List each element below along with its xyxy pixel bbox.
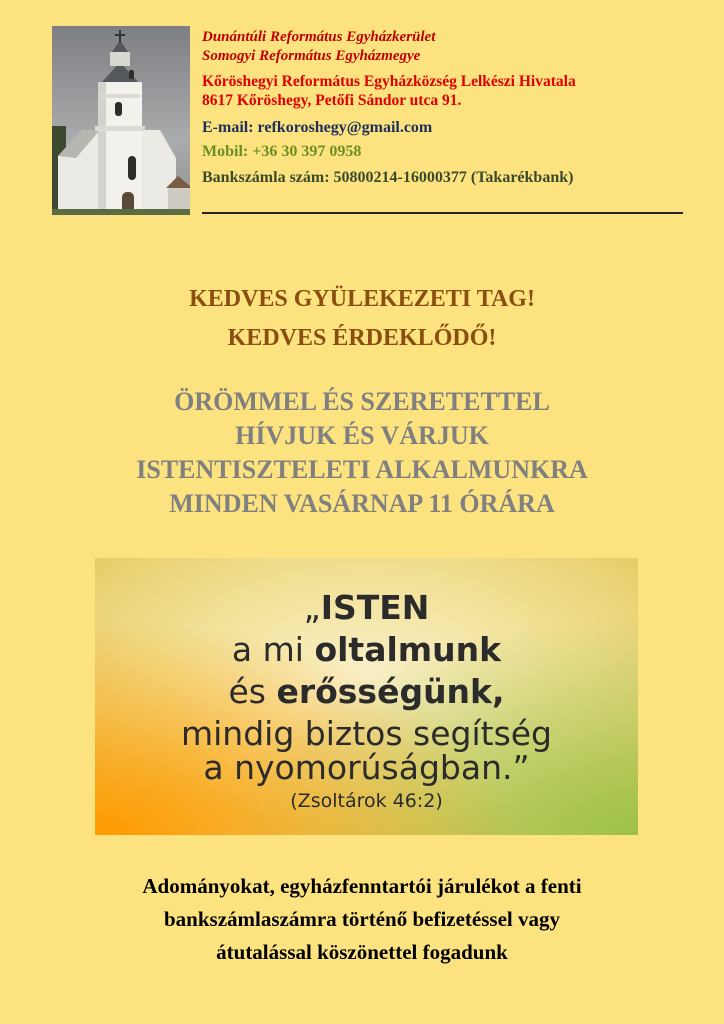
invitation-line-1: ÖRÖMMEL ÉS SZERETETTEL: [174, 387, 550, 416]
verse-line-2: a mi oltalmunk: [231, 630, 502, 669]
mobile-number[interactable]: Mobil: +36 30 397 0958: [202, 143, 362, 160]
donation-note: [0, 870, 724, 969]
invitation-line-3: ISTENTISZTELETI ALKALMUNKRA: [136, 455, 588, 484]
email-address[interactable]: E-mail: refkoroshegy@gmail.com: [202, 119, 433, 136]
diocese-district: Dunántúli Református Egyházkerület: [202, 29, 436, 45]
bank-account: Bankszámla szám: 50800214-16000377 (Takarékbank): [202, 169, 574, 186]
verse-line-3: és erősségünk,: [228, 672, 505, 711]
donation-line-1: Adományokat, egyházfenntartói járulékot a fenti: [142, 874, 582, 898]
verse-line-5: a nyomorúságban.”: [203, 748, 530, 787]
invitation-line-2: HÍVJUK ÉS VÁRJUK: [235, 421, 489, 450]
letterhead-divider: [202, 212, 683, 214]
greeting-line-2: KEDVES ÉRDEKLŐDŐ!: [227, 325, 497, 351]
bible-verse-card: [95, 558, 638, 835]
verse-reference: (Zsoltárok 46:2): [290, 790, 443, 812]
donation-line-3: átutalással köszönettel fogadunk: [216, 940, 508, 964]
parish-office: Kőröshegyi Református Egyházközség Lelkészi Hivatala: [202, 73, 576, 90]
letterhead: [202, 28, 682, 187]
parish-address: 8617 Kőröshegy, Petőfi Sándor utca 91.: [202, 92, 462, 109]
verse-line-1: „ISTEN: [303, 588, 430, 627]
church-photo: [52, 26, 190, 215]
diocese-seniority: Somogyi Református Egyházmegye: [202, 48, 421, 64]
invitation-line-4: MINDEN VASÁRNAP 11 ÓRÁRA: [169, 489, 555, 518]
greeting-line-1: KEDVES GYÜLEKEZETI TAG!: [189, 286, 535, 312]
donation-line-2: bankszámlaszámra történő befizetéssel vagy: [163, 907, 560, 931]
verse-line-4: mindig biztos segítség: [180, 714, 553, 753]
